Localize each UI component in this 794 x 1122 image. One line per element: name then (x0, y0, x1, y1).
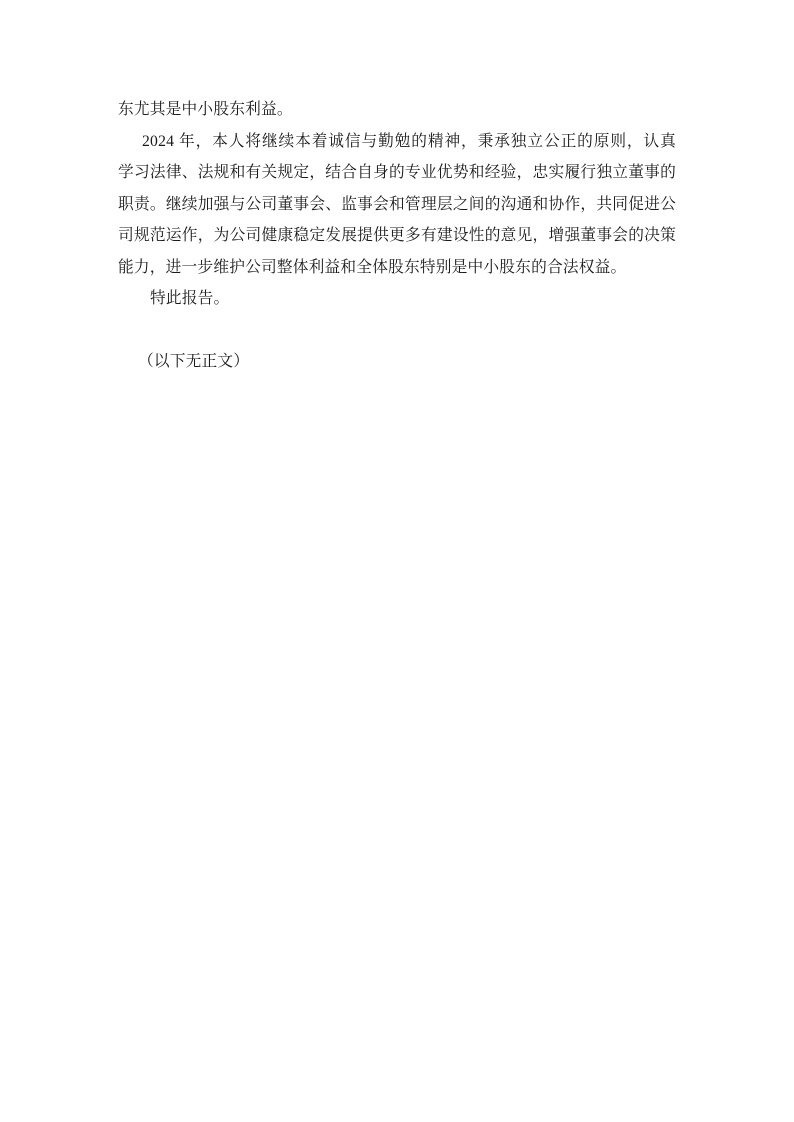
body-line-5: 司规范运作，为公司健康稳定发展提供更多有建设性的意见，增强董事会的决策 (118, 227, 676, 244)
body-line-2: 2024 年，本人将继续本着诚信与勤勉的精神，秉承独立公正的原则，认真 (142, 132, 676, 150)
closing-statement-line: 特此报告。 (150, 290, 230, 307)
body-line-6: 能力，进一步维护公司整体利益和全体股东特别是中小股东的合法权益。 (118, 258, 627, 276)
paragraph-continuation-line: 东尤其是中小股东利益。 (118, 101, 293, 118)
body-line-4: 职责。继续加强与公司董事会、监事会和管理层之间的沟通和协作，共同促进公 (118, 195, 676, 213)
document-body (118, 94, 676, 378)
body-line-3: 学习法律、法规和有关规定，结合自身的专业优势和经验，忠实履行独立董事的 (118, 164, 676, 181)
no-more-text-note: （以下无正文） (138, 353, 250, 370)
blank-line (118, 315, 676, 347)
